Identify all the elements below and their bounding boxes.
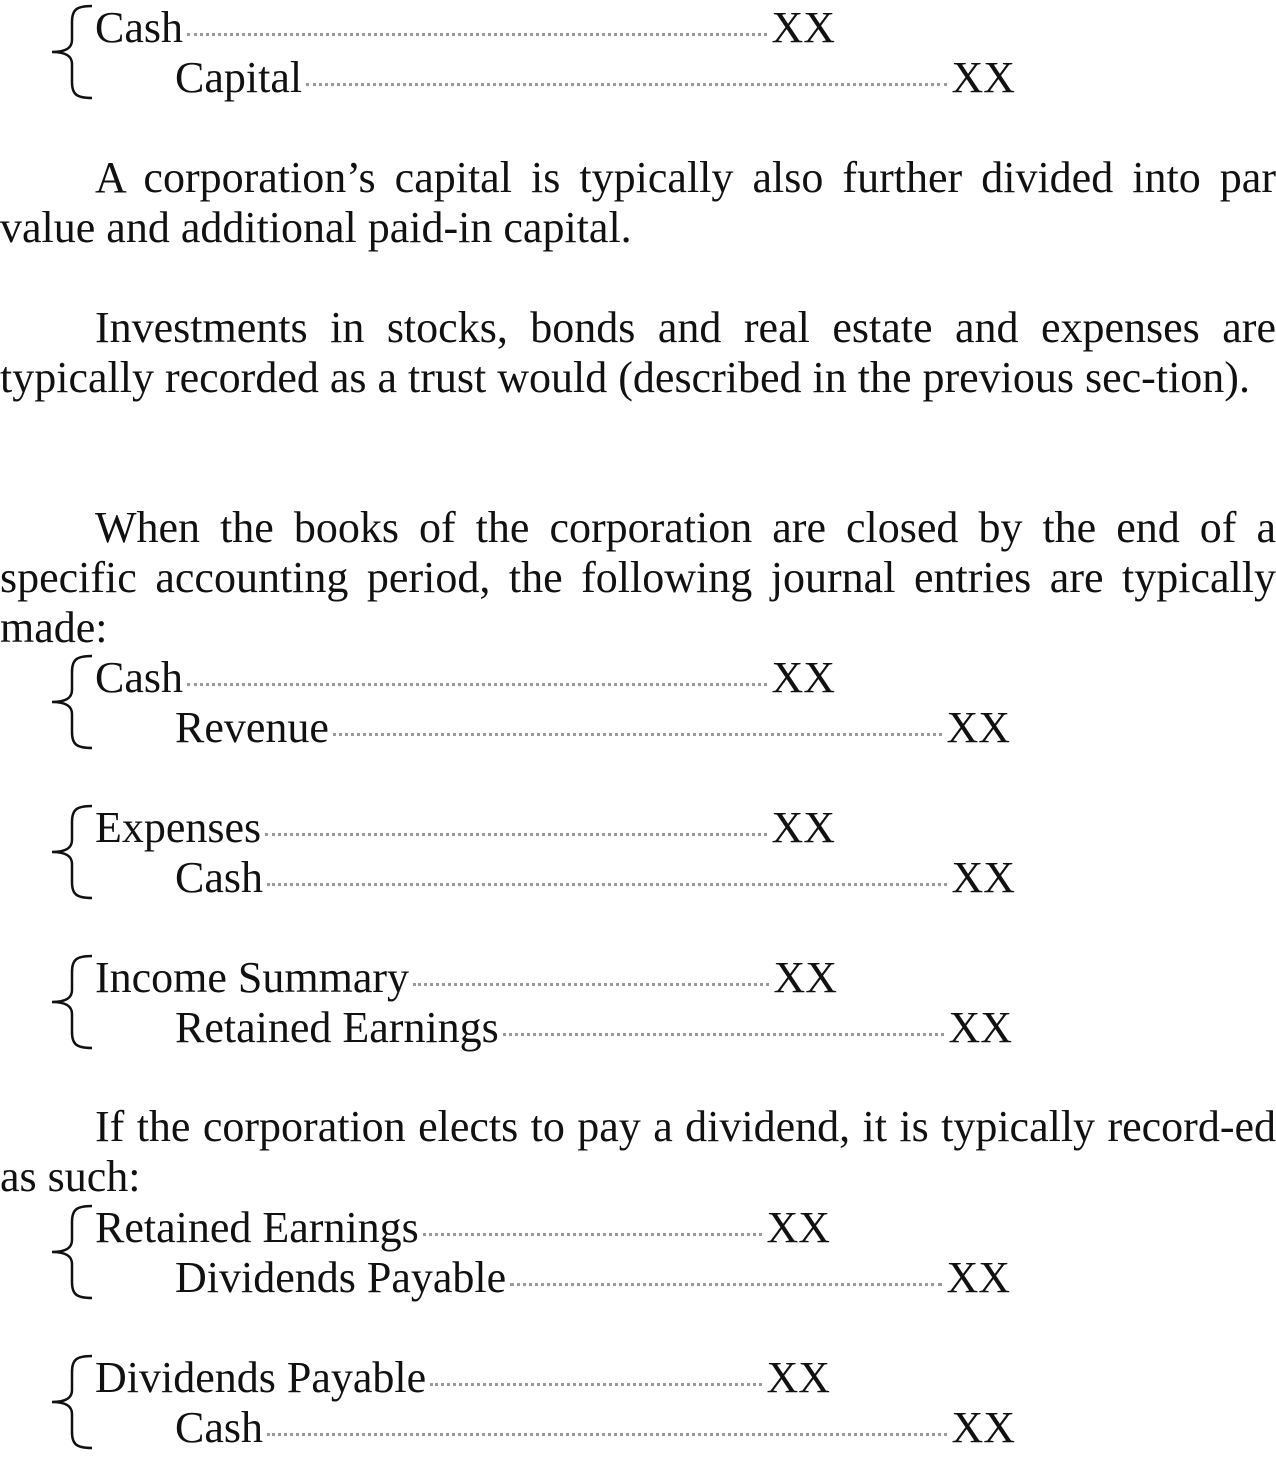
paragraph-investments: Investments in stocks, bonds and real estate and expenses are typically recorded as a trust would (described in the previous sec-tion). (0, 303, 1276, 402)
debit-amount: XX (771, 3, 835, 52)
debit-line (95, 1202, 830, 1252)
credit-amount: XX (948, 1003, 1012, 1052)
credit-account: Capital (175, 53, 303, 102)
debit-amount: XX (766, 1203, 830, 1252)
leader-dots (265, 833, 767, 836)
leader-dots (333, 733, 943, 736)
credit-account: Revenue (175, 703, 329, 752)
credit-account: Retained Earnings (175, 1003, 499, 1052)
debit-line (95, 1352, 830, 1402)
debit-amount: XX (766, 1353, 830, 1402)
credit-line (175, 702, 1010, 752)
leader-dots (510, 1283, 942, 1286)
debit-amount: XX (771, 653, 835, 702)
journal-entry-retained-dividends (0, 1202, 1276, 1302)
brace-icon (44, 652, 96, 752)
journal-entry-cash-capital (0, 2, 1276, 102)
debit-amount: XX (773, 953, 837, 1002)
debit-account: Expenses (95, 803, 262, 852)
debit-line (95, 802, 835, 852)
debit-account: Cash (95, 3, 183, 52)
leader-dots (187, 683, 767, 686)
leader-dots (306, 83, 947, 86)
credit-amount: XX (946, 1253, 1010, 1302)
credit-amount: XX (951, 1403, 1015, 1452)
credit-account: Cash (175, 1403, 263, 1452)
paragraph-capital-division: A corporation’s capital is typically also further divided into par value and additional paid-in capital. (0, 153, 1276, 252)
debit-line (95, 2, 835, 52)
brace-icon (44, 1352, 96, 1452)
paragraph-dividend: If the corporation elects to pay a dividend, it is typically record-ed as such: (0, 1102, 1276, 1201)
brace-icon (44, 1202, 96, 1302)
credit-amount: XX (951, 53, 1015, 102)
brace-icon (44, 802, 96, 902)
journal-entry-dividends-cash (0, 1352, 1276, 1452)
leader-dots (267, 1433, 947, 1436)
credit-line (175, 1002, 1012, 1052)
debit-account: Dividends Payable (95, 1353, 427, 1402)
leader-dots (423, 1233, 763, 1236)
debit-account: Income Summary (95, 953, 410, 1002)
debit-amount: XX (771, 803, 835, 852)
leader-dots (413, 983, 769, 986)
brace-icon (44, 952, 96, 1052)
debit-account: Cash (95, 653, 183, 702)
credit-line (175, 852, 1015, 902)
journal-entry-expenses-cash (0, 802, 1276, 902)
credit-account: Cash (175, 853, 263, 902)
leader-dots (503, 1033, 945, 1036)
debit-line (95, 952, 837, 1002)
journal-entry-income-summary (0, 952, 1276, 1052)
leader-dots (430, 1383, 762, 1386)
credit-amount: XX (951, 853, 1015, 902)
leader-dots (187, 33, 767, 36)
journal-entry-cash-revenue (0, 652, 1276, 752)
credit-line (175, 1252, 1010, 1302)
credit-line (175, 52, 1015, 102)
credit-account: Dividends Payable (175, 1253, 507, 1302)
paragraph-closing-books: When the books of the corporation are closed by the end of a specific accounting period, the following journal entries are typically made: (0, 503, 1276, 652)
debit-account: Retained Earnings (95, 1203, 419, 1252)
brace-icon (44, 2, 96, 102)
debit-line (95, 652, 835, 702)
leader-dots (267, 883, 947, 886)
credit-amount: XX (946, 703, 1010, 752)
credit-line (175, 1402, 1015, 1452)
